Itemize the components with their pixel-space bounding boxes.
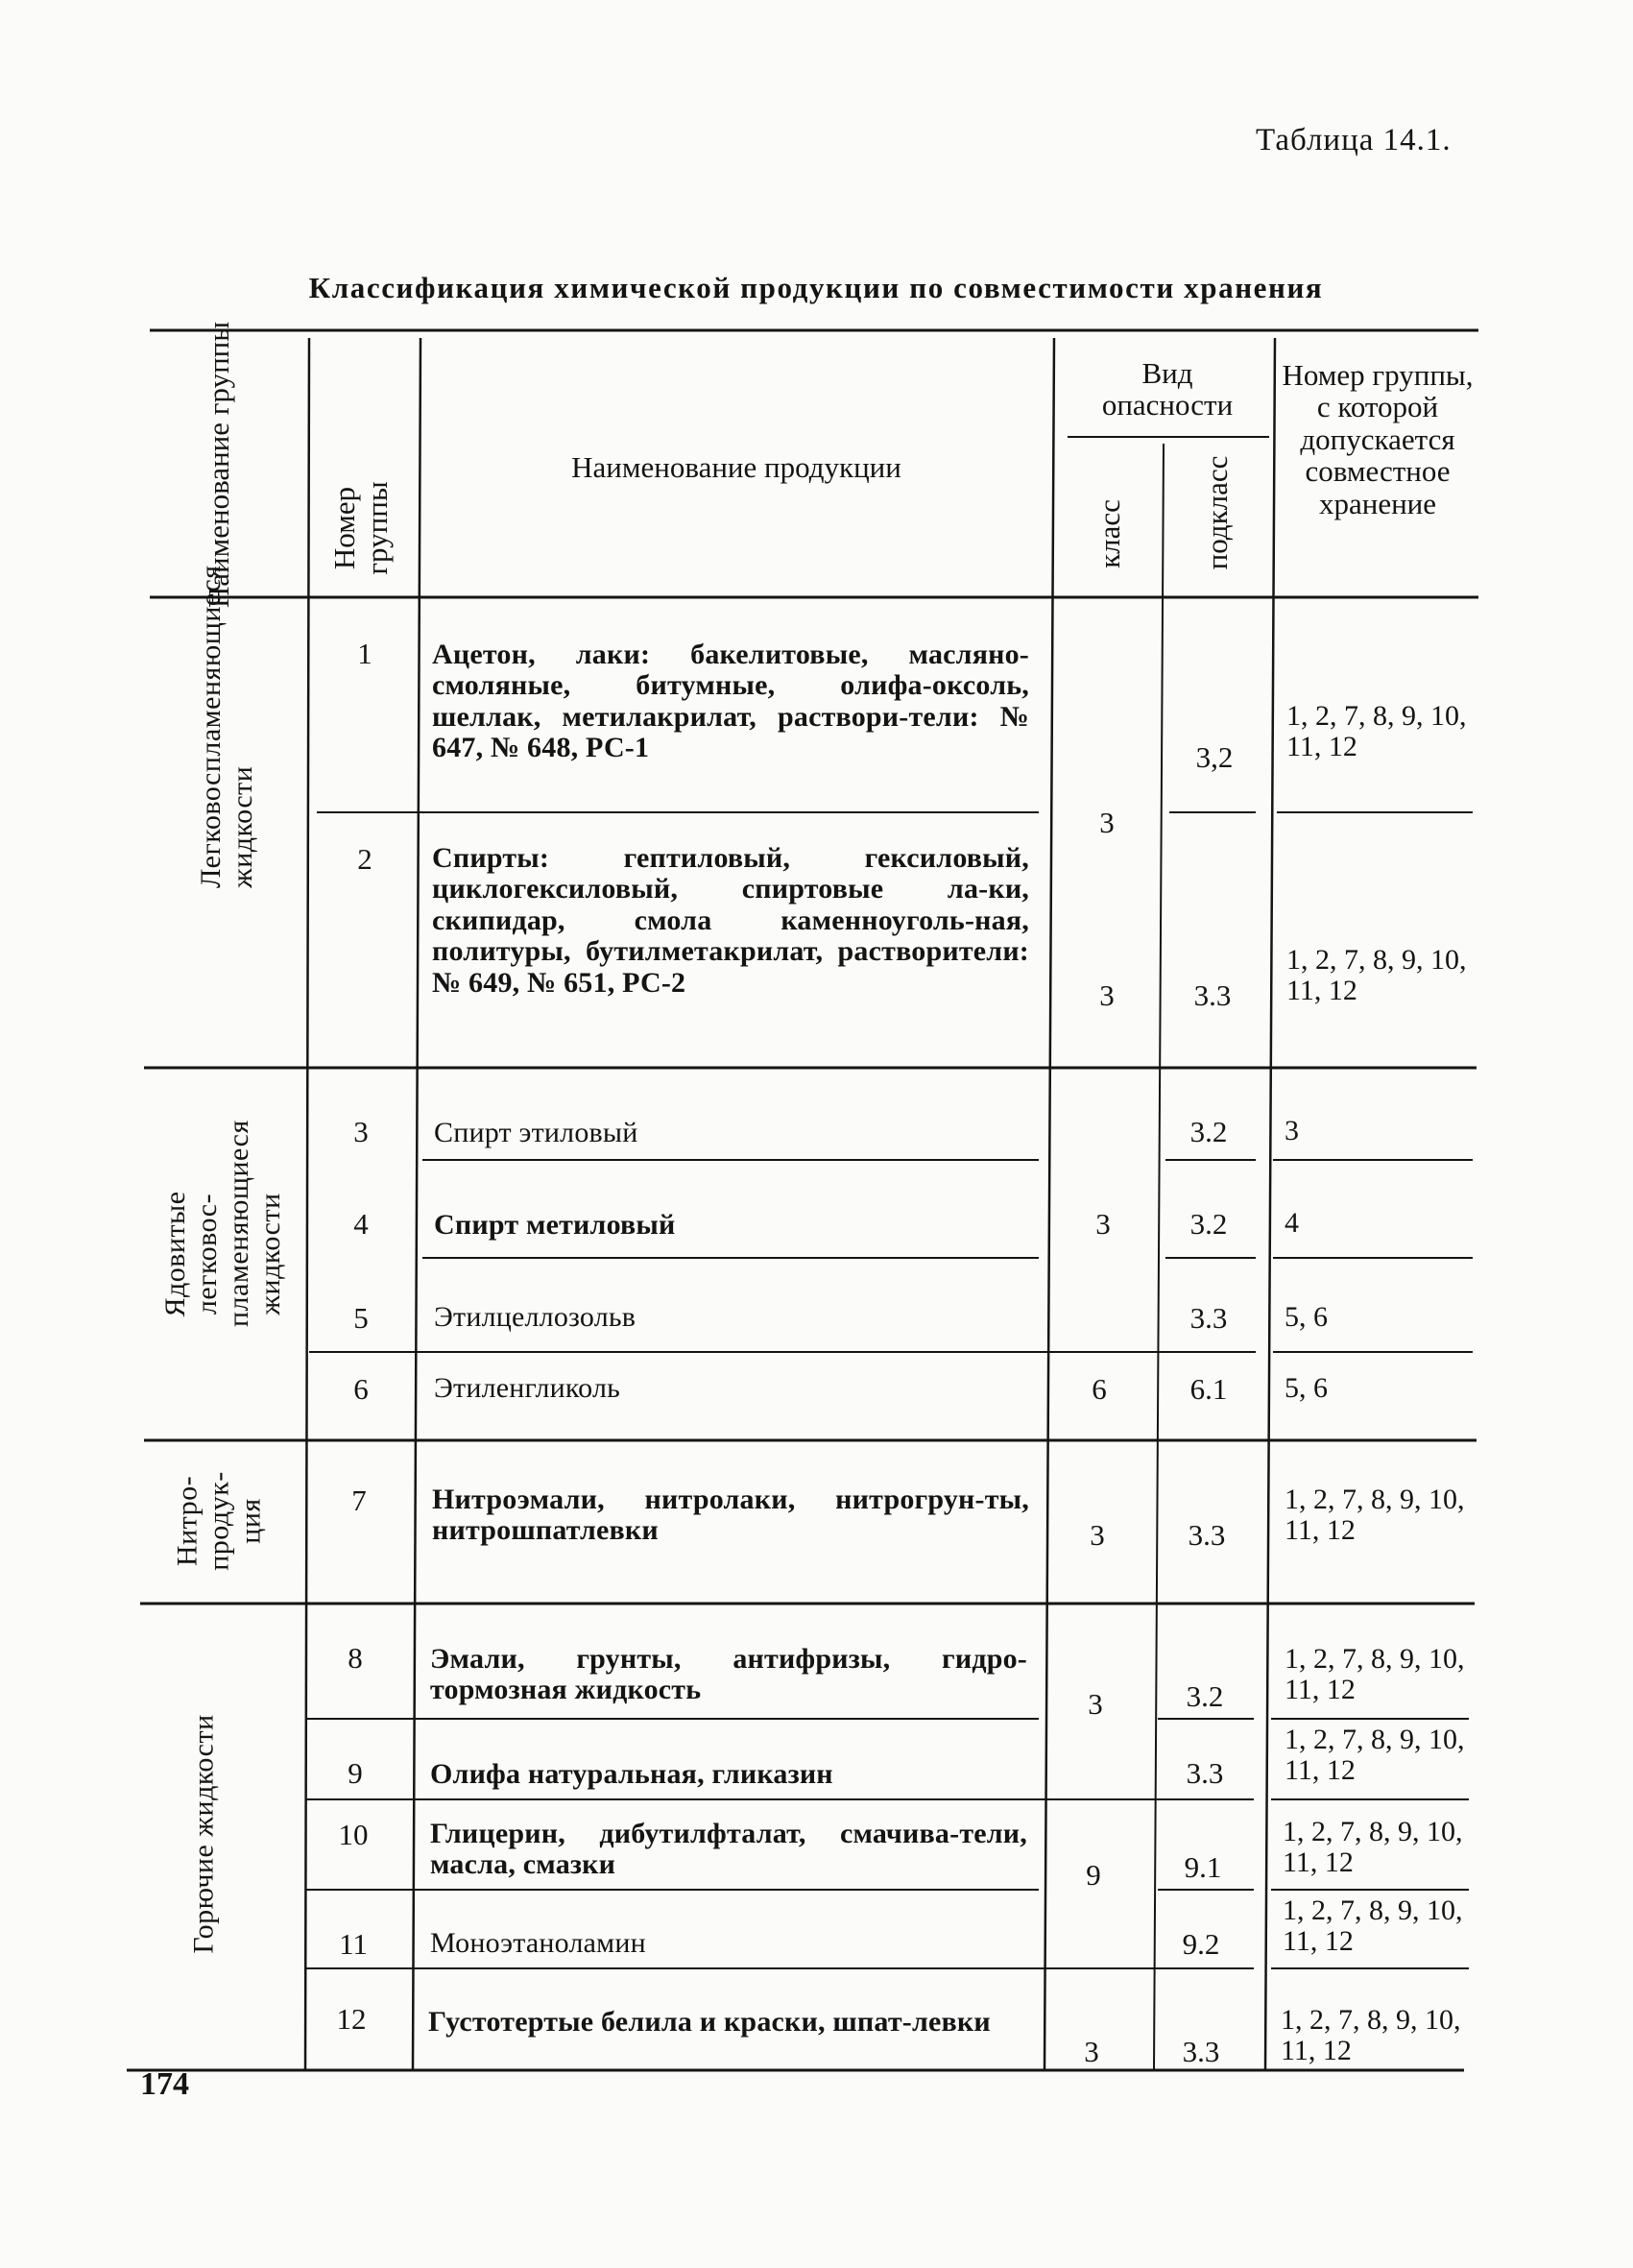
row-6-product: Этиленгликоль bbox=[434, 1372, 621, 1404]
row-6-subclass: 6.1 bbox=[1189, 1372, 1228, 1406]
row-3-group-number: 3 bbox=[353, 1115, 369, 1148]
row-10-compatible-groups: 1, 2, 7, 8, 9, 10, 11, 12 bbox=[1283, 1816, 1463, 1879]
rows-1-2-class: 3 bbox=[1099, 806, 1115, 839]
category-label-combustible-liquids: Горючие жидкости bbox=[187, 1714, 220, 1954]
row-2-group-number: 2 bbox=[357, 842, 372, 876]
row-5-subclass: 3.3 bbox=[1189, 1301, 1228, 1335]
header-subclass: подкласс bbox=[1199, 455, 1234, 570]
row-4-subclass: 3.2 bbox=[1189, 1207, 1228, 1241]
row-8-product: Эмали, грунты, антифризы, гидро-тормозная жидкость bbox=[430, 1643, 1027, 1706]
row-4-group-number: 4 bbox=[353, 1207, 369, 1241]
row-3-subclass: 3.2 bbox=[1189, 1115, 1228, 1148]
row-6-compatible-groups: 5, 6 bbox=[1285, 1372, 1328, 1404]
row-12-compatible-groups: 1, 2, 7, 8, 9, 10, 11, 12 bbox=[1281, 2004, 1461, 2067]
row-6-class: 6 bbox=[1092, 1372, 1107, 1406]
page-number: 174 bbox=[140, 2066, 189, 2102]
row-1-subclass: 3,2 bbox=[1195, 740, 1234, 774]
row-1-group-number: 1 bbox=[357, 637, 372, 670]
row-12-group-number: 12 bbox=[336, 2002, 367, 2036]
row-3-compatible-groups: 3 bbox=[1285, 1115, 1299, 1146]
row-7-subclass: 3.3 bbox=[1188, 1518, 1226, 1552]
row-9-compatible-groups: 1, 2, 7, 8, 9, 10, 11, 12 bbox=[1285, 1724, 1465, 1787]
row-11-group-number: 11 bbox=[339, 1927, 368, 1961]
row-8-compatible-groups: 1, 2, 7, 8, 9, 10, 11, 12 bbox=[1285, 1643, 1465, 1706]
row-2-compatible-groups: 1, 2, 7, 8, 9, 10, 11, 12 bbox=[1286, 944, 1467, 1007]
row-2-class: 3 bbox=[1099, 978, 1115, 1012]
rows-10-11-class: 9 bbox=[1086, 1858, 1101, 1892]
row-5-product: Этилцеллозольв bbox=[434, 1301, 636, 1333]
row-9-product: Олифа натуральная, гликазин bbox=[430, 1758, 833, 1790]
row-7-group-number: 7 bbox=[351, 1484, 367, 1517]
header-group-number: Номер группы bbox=[326, 481, 394, 575]
row-4-compatible-groups: 4 bbox=[1285, 1207, 1299, 1239]
rows-8-9-class: 3 bbox=[1088, 1687, 1103, 1721]
row-1-compatible-groups: 1, 2, 7, 8, 9, 10, 11, 12 bbox=[1286, 700, 1467, 763]
row-10-product: Глицерин, дибутилфталат, смачива-тели, масла, смазки bbox=[430, 1818, 1027, 1881]
row-2-subclass: 3.3 bbox=[1193, 978, 1232, 1012]
row-11-compatible-groups: 1, 2, 7, 8, 9, 10, 11, 12 bbox=[1283, 1894, 1463, 1958]
row-12-subclass: 3.3 bbox=[1182, 2035, 1220, 2068]
table-title: Классификация химической продукции по совместимости хранения bbox=[308, 271, 1324, 304]
row-12-class: 3 bbox=[1084, 2035, 1099, 2068]
row-1-product: Ацетон, лаки: бакелитовые, масляно-смоляные, битумные, олифа-оксоль, шеллак, метилакрилат, раствори-тели: № 647, № 648, РС-1 bbox=[432, 639, 1029, 764]
header-hazard-type: Вид опасности bbox=[1101, 356, 1234, 422]
category-label-nitro-products: Нитро-продук-ция bbox=[171, 1471, 267, 1571]
header-group-name: Наименование группы bbox=[201, 321, 235, 609]
rows-3-5-class: 3 bbox=[1095, 1207, 1111, 1241]
row-11-product: Моноэтаноламин bbox=[430, 1927, 646, 1959]
row-3-product: Спирт этиловый bbox=[434, 1117, 638, 1148]
category-label-flammable-liquids: Легковоспламеняющиеся жидкости bbox=[195, 565, 258, 888]
header-class: класс bbox=[1092, 499, 1126, 568]
table-label: Таблица 14.1. bbox=[1256, 123, 1452, 157]
row-7-class: 3 bbox=[1090, 1518, 1105, 1552]
row-5-group-number: 5 bbox=[353, 1301, 369, 1335]
row-7-compatible-groups: 1, 2, 7, 8, 9, 10, 11, 12 bbox=[1285, 1484, 1465, 1547]
row-2-product: Спирты: гептиловый, гексиловый, циклогексиловый, спиртовые ла-ки, скипидар, смола каменноуголь-ная, политуры, бутилметакрилат, растворители: № 649, № 651, РС-2 bbox=[432, 842, 1029, 999]
row-6-group-number: 6 bbox=[353, 1372, 369, 1406]
row-10-subclass: 9.1 bbox=[1184, 1850, 1222, 1884]
header-compatible-groups: Номер группы, с которой допускается совместное хранение bbox=[1282, 358, 1474, 520]
row-12-product: Густотертые белила и краски, шпат-левки bbox=[428, 2006, 991, 2038]
row-9-group-number: 9 bbox=[348, 1756, 363, 1790]
row-5-compatible-groups: 5, 6 bbox=[1285, 1301, 1328, 1333]
row-10-group-number: 10 bbox=[338, 1818, 369, 1851]
row-8-subclass: 3.2 bbox=[1186, 1679, 1224, 1713]
category-label-toxic-flammable-liquids: Ядовитые легковос-пламеняющиеся жидкости bbox=[159, 1120, 286, 1327]
row-4-product: Спирт метиловый bbox=[434, 1209, 676, 1241]
row-7-product: Нитроэмали, нитролаки, нитрогрун-ты, нитрошпатлевки bbox=[432, 1484, 1029, 1547]
row-9-subclass: 3.3 bbox=[1186, 1756, 1224, 1790]
row-8-group-number: 8 bbox=[348, 1641, 363, 1675]
header-product-name: Наименование продукции bbox=[571, 450, 901, 484]
row-11-subclass: 9.2 bbox=[1182, 1927, 1220, 1961]
